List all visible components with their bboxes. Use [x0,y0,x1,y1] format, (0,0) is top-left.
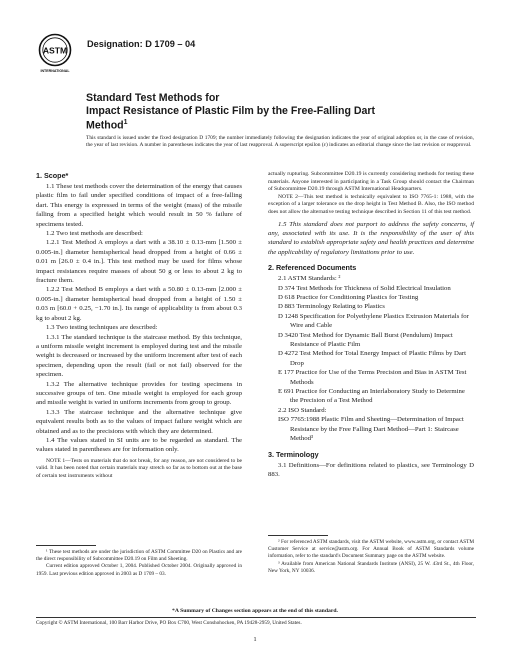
para-1-3: 1.3 Two testing techniques are described: [46,324,158,332]
title-line-3-text: Method [86,119,124,132]
left-column [36,171,242,481]
para-1-1: 1.1 These test methods cover the determination of the energy that causes plastic film to fail under specified conditions of impact of a free-falling dart. This energy is expressed in terms of the weight (mass) of the missile falling from a specified height which would result in 50 % failure of specimens tested. [36,183,242,228]
reference-item: D 883 Terminology Relating to Plastics [278,303,385,311]
para-1-2-1: 1.2.1 Test Method A employs a dart with a 38.10 ± 0.13-mm [1.500 ± 0.005-in.] diameter hemispherical head dropped from a height of 0.66 ± 0.01 m [26.0 ± 0.4 in.]. This test method may be used for films whose impact resistances require masses of about 50 g or less to about 2 kg to fracture them. [36,239,242,285]
issuance-notice: This standard is issued under the fixed designation D 1709; the number immediately following the designation indicates the year of original adoption or, in the case of revision, the year of last revision. A number in parentheses indicates the year of last reapproval. A superscript epsilon (ε) indicates an editorial change since the last revision or reapproval. [86,135,474,149]
reference-item: D 3420 Test Method for Dynamic Ball Burst (Pendulum) Impact Resistance of Plastic Film [278,331,453,349]
footnote-2: ² For referenced ASTM standards, visit the ASTM website, www.astm.org, or contact ASTM Customer Service at service@astm.org. For Annual Book of ASTM Standards volume information, refer to the standard's Document Summary page on the ASTM website. [268,539,474,560]
footnote-divider-right [268,535,328,536]
page-number: 1 [253,636,257,643]
footnote-divider-left [36,545,96,546]
header [35,30,475,76]
title-line-1: Standard Test Methods for [86,92,220,104]
designation: Designation: D 1709 – 04 [87,39,196,49]
title-footnote-mark: 1 [123,119,128,127]
reference-list [268,284,474,406]
iso-standard-heading: 2.2 ISO Standard: [278,406,327,414]
title-line-2: Impact Resistance of Plastic Film by the Free-Falling Dart [86,104,376,117]
footnote-3: ³ Available from American National Standards Institute (ANSI), 25 W. 43rd St., 4th Floor, New York, NY 10036. [268,560,474,574]
footnote-1-dates: Current edition approved October 1, 2004. Published October 2004. Originally approved in 1959. Last previous edition approved in 2003 as D 1709 – 03. [36,563,242,577]
note-2: NOTE 2—This test method is technically equivalent to ISO 7765-1: 1988, with the exception of a larger tolerance on the drop height in Test Method B. Also, the ISO method does not allow the alternative testing technique described in Section 11 of this test method. [268,193,474,215]
para-1-2-2: 1.2.2 Test Method B employs a dart with a 50.80 ± 0.13-mm [2.000 ± 0.005-in.] diameter hemispherical head dropped from a height of 1.50 ± 0.03 m [60.0 + 0.25, −1.70 in.]. Its range of applicability is from about 0.3 kg to about 2 kg. [36,286,242,322]
footer-divider [36,617,476,618]
astm-logo [35,30,75,76]
para-1-4: 1.4 The values stated in SI units are to be regarded as standard. The values stated in parentheses are for information only. [36,436,242,454]
terminology-heading: 3. Terminology [268,449,319,459]
note-1-continued: actually rupturing. Subcommittee D20.19 is currently considering methods for testing these materials. Anyone interested in participating in a Task Group should contact the Chairman of Subcommittee D20.19 through ASTM International Headquarters. [268,171,474,193]
footnote-1: ¹ These test methods are under the jurisdiction of ASTM Committee D20 on Plastics and are the direct responsibility of Subcommittee D20.19 on Film and Sheeting. [36,549,242,563]
para-1-3-3: 1.3.3 The staircase technique and the alternative technique give equivalent results both as to the values of impact failure weight which are obtained and as to the precisions with which they are determined. [36,408,242,435]
footnotes-right [268,539,474,575]
referenced-documents-heading: 2. Referenced Documents [268,263,357,273]
right-column [268,171,474,479]
reference-item: D 4272 Test Method for Total Energy Impact of Plastic Films by Dart Drop [278,350,467,367]
para-1-2: 1.2 Two test methods are described: [46,230,143,238]
astm-standards-heading: 2.1 ASTM Standards: ² [278,275,341,283]
summary-of-changes-note: *A Summary of Changes section appears at the end of this standard. [172,608,338,614]
reference-item: E 691 Practice for Conducting an Interlaboratory Study to Determine the Precision of a Test Method [278,388,465,405]
logo-subtext: INTERNATIONAL [40,69,70,73]
copyright-line: Copyright © ASTM International, 100 Barr Harbor Drive, PO Box C700, West Conshohocken, PA 19428-2959, United States. [36,620,302,626]
scope-heading: 1. Scope* [36,171,69,180]
title-line-3 [86,117,446,132]
footnotes-left [36,549,242,578]
reference-item: D 1248 Specification for Polyethylene Plastics Extrusion Materials for Wire and Cable [278,312,469,330]
reference-item: D 618 Practice for Conditioning Plastics for Testing [278,294,419,301]
reference-item: D 374 Test Methods for Thickness of Solid Electrical Insulation [278,284,451,292]
para-1-5: 1.5 This standard does not purport to address the safety concerns, if any, associated with its use. It is the responsibility of the user of this standard to establish appropriate safety and health practices and determine the applicability of regulatory limitations prior to use. [268,220,474,256]
para-3-1: 3.1 Definitions—For definitions related to plastics, see Terminology D 883. [268,461,474,478]
para-1-3-1: 1.3.1 The standard technique is the staircase method. By this technique, a uniform missile weight increment is employed during test and the missile weight is decreased or increased by the uniform increment after test of each specimen, depending upon the result (fail or not fail) observed for the specimen. [36,333,242,379]
para-1-3-2: 1.3.2 The alternative technique provides for testing specimens in successive groups of ten. One missile weight is employed for each group and missile weight is varied in uniform increments from group to group. [36,380,242,407]
reference-item: E 177 Practice for Use of the Terms Precision and Bias in ASTM Test Methods [278,369,467,386]
note-1: NOTE 1—Tests on materials that do not break, for any reason, are not considered to be valid. It has been noted that certain materials may stretch so far as to bottom out at the base of certain test instruments without [36,457,242,479]
reference-iso-7765: ISO 7765:1988 Plastic Film and Sheeting—Determination of Impact Resistance by the Free Falling Dart Method—Part 1: Staircase Method³ [278,416,464,443]
document-title [86,92,446,132]
logo-text: ASTM [42,45,68,56]
